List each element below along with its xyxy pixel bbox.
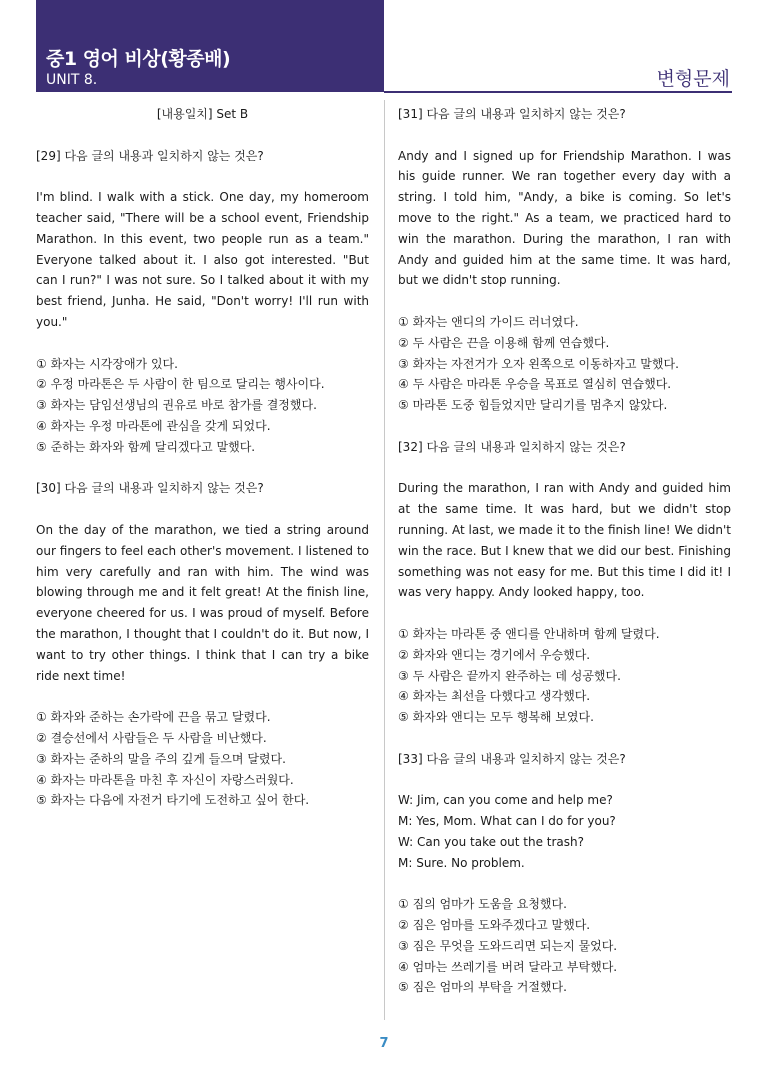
set-title: [내용일치] Set B (156, 107, 249, 121)
question-29: [29] 다음 글의 내용과 일치하지 않는 것은? (36, 148, 264, 163)
passage-31: Andy and I signed up for Friendship Marathon. I was his guide runner. We ran together every day with a string. I told him, "Andy, a bike is coming. So let's move to the right." As a team, we practiced hard to win the marathon. During the marathon, I ran with Andy and guided him at the same time. It was hard, but we didn't stop running. (398, 148, 731, 288)
option-29-5: ⑤ 준하는 화자와 함께 달리겠다고 말했다. (36, 439, 256, 454)
option-32-3: ③ 두 사람은 끝까지 완주하는 데 성공했다. (398, 668, 621, 683)
option-33-3: ③ 짐은 무엇을 도와드리면 되는지 물었다. (398, 938, 618, 953)
dialogue-line: W: Can you take out the trash? (398, 834, 585, 849)
option-31-1: ① 화자는 앤디의 가이드 러너였다. (398, 314, 579, 329)
options-30 (36, 707, 369, 811)
option-29-4: ④ 화자는 우정 마라톤에 관심을 갖게 되었다. (36, 418, 271, 433)
page-number: 7 (379, 1036, 389, 1051)
option-30-5: ⑤ 화자는 다음에 자전거 타기에 도전하고 싶어 한다. (36, 793, 310, 808)
header-banner (36, 0, 384, 92)
right-column (398, 104, 731, 998)
option-31-2: ② 두 사람은 끈을 이용해 함께 연습했다. (398, 335, 610, 350)
option-29-2: ② 우정 마라톤은 두 사람이 한 팀으로 달리는 행사이다. (36, 377, 325, 392)
options-29 (36, 354, 369, 458)
passage-32: During the marathon, I ran with Andy and guided him at the same time. It was hard, but we didn't stop running. At last, we made it to the finish line! We didn't win the race. But I knew that we did our best. Finishing something was not easy for me. But this time I did it! I was very happy. Andy looked happy, too. (398, 481, 731, 600)
dialogue-line: M: Sure. No problem. (398, 855, 525, 870)
option-32-1: ① 화자는 마라톤 중 앤디를 안내하며 함께 달렸다. (398, 626, 660, 641)
option-33-1: ① 짐의 엄마가 도움을 요청했다. (398, 897, 567, 912)
book-title: 중1 영어 비상(황종배) (46, 48, 231, 70)
option-30-4: ④ 화자는 마라톤을 마친 후 자신이 자랑스러웠다. (36, 772, 294, 787)
passage-30: On the day of the marathon, we tied a string around our fingers to feel each other's movement. I listened to him very carefully and ran with him. The wind was blowing through me and it felt great! At the finish line, everyone cheered for us. I was proud of myself. Before the marathon, I thought that I couldn't do it. But now, I want to try other things. I think that I can try a bike ride next time! (36, 522, 369, 683)
option-32-4: ④ 화자는 최선을 다했다고 생각했다. (398, 689, 591, 704)
option-31-4: ④ 두 사람은 마라톤 우승을 목표로 열심히 연습했다. (398, 377, 672, 392)
option-30-2: ② 결승선에서 사람들은 두 사람을 비난했다. (36, 730, 267, 745)
left-column (36, 104, 369, 811)
dialogue-33 (398, 790, 731, 873)
option-33-4: ④ 엄마는 쓰레기를 버려 달라고 부탁했다. (398, 959, 618, 974)
dialogue-line: M: Yes, Mom. What can I do for you? (398, 814, 616, 829)
header-rule (384, 91, 732, 93)
question-31: [31] 다음 글의 내용과 일치하지 않는 것은? (398, 107, 626, 121)
option-29-3: ③ 화자는 담임선생님의 권유로 바로 참가를 결정했다. (36, 398, 317, 413)
option-31-3: ③ 화자는 자전거가 오자 왼쪽으로 이동하자고 말했다. (398, 356, 679, 371)
option-30-3: ③ 화자는 준하의 말을 주의 깊게 들으며 달렸다. (36, 751, 286, 766)
option-32-2: ② 화자와 앤디는 경기에서 우승했다. (398, 647, 591, 662)
option-33-5: ⑤ 짐은 엄마의 부탁을 거절했다. (398, 980, 567, 995)
question-33: [33] 다음 글의 내용과 일치하지 않는 것은? (398, 751, 626, 766)
option-32-5: ⑤ 화자와 앤디는 모두 행복해 보였다. (398, 710, 594, 725)
options-31 (398, 312, 731, 416)
dialogue-line: W: Jim, can you come and help me? (398, 793, 613, 808)
unit-label: UNIT 8. (46, 72, 98, 88)
option-31-5: ⑤ 마라톤 도중 힘들었지만 달리기를 멈추지 않았다. (398, 398, 668, 413)
options-33 (398, 894, 731, 998)
column-divider (384, 100, 385, 1020)
option-30-1: ① 화자와 준하는 손가락에 끈을 묶고 달렸다. (36, 710, 271, 725)
question-30: [30] 다음 글의 내용과 일치하지 않는 것은? (36, 481, 264, 496)
question-32: [32] 다음 글의 내용과 일치하지 않는 것은? (398, 439, 626, 454)
passage-29: I'm blind. I walk with a stick. One day, my homeroom teacher said, "There will be a school event, Friendship Marathon. In this event, two people run as a team." Everyone talked about it. I also got interested. "But can I run?" I was not sure. So I talked about it with my best friend, Junha. He said, "Don't worry! I'll run with you." (36, 190, 369, 329)
option-29-1: ① 화자는 시각장애가 있다. (36, 356, 178, 371)
options-32 (398, 624, 731, 728)
section-label: 변형문제 (656, 68, 730, 90)
option-33-2: ② 짐은 엄마를 도와주겠다고 말했다. (398, 918, 591, 933)
